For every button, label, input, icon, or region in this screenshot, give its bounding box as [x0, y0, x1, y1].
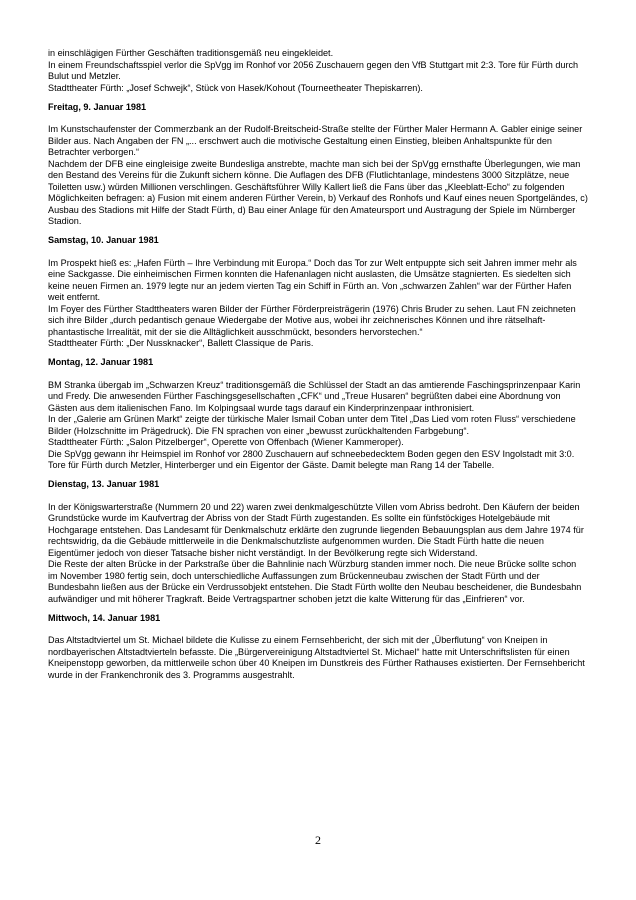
paragraph: BM Stranka übergab im „Schwarzen Kreuz“ traditionsgemäß die Schlüssel der Stadt an das amtierende Faschingsprinzenpaar Karin und Fredy. Die anwesenden Fürther Faschingsgesellschaften „CFK“ und „Treue Husaren“ begrüßten dabei eine Abordnung von Gästen aus dem italienischen Fano. Im Kolpingsaal wurde tags darauf ein Kinderprinzenpaar inthronisiert. [48, 379, 581, 413]
paragraph: Im Foyer des Fürther Stadttheaters waren Bilder der Fürther Förderpreisträgerin (1976) Chris Bruder zu sehen. Laut FN zeichneten sich ihre Bilder „durch pedantisch genaue Wiedergabe der Motive aus, wobei ihr zeichnerisches Können und ihre rätselhaft-phantastische Irrealität, mit der sie die Alltäglichkeit ausschmückt, besonders hervorstechen.“ [48, 303, 576, 337]
date-heading: Montag, 12. Januar 1981 [48, 357, 154, 367]
date-heading: Dienstag, 13. Januar 1981 [48, 479, 160, 489]
paragraph: Das Altstadtviertel um St. Michael bildete die Kulisse zu einem Fernsehbericht, der sich mit der „Überflutung“ von Kneipen in nordbayerischen Altstadtvierteln befasste. Die „Bürgervereinigung Altstadtviertel St. Michael“ hatte mit Unterschriftslisten für einen Kneipenstopp geworben, da mittlerweile schon über 40 Kneipen im Dunstkreis des Fürther Rathauses existierten. Der Fernsehbericht wurde in der Frankenchronik des 3. Programms ausgestrahlt. [48, 635, 585, 680]
continuation-block [48, 48, 588, 94]
chronicle-page-body [48, 48, 588, 681]
paragraph: in einschlägigen Fürther Geschäften traditionsgemäß neu eingekleidet. [48, 48, 334, 58]
paragraph: Stadttheater Fürth: „Der Nussknacker“, Ballett Classique de Paris. [48, 338, 314, 348]
date-heading: Samstag, 10. Januar 1981 [48, 235, 159, 245]
date-heading: Freitag, 9. Januar 1981 [48, 101, 147, 112]
paragraph: Im Prospekt hieß es: „Hafen Fürth – Ihre Verbindung mit Europa.“ Doch das Tor zur Welt entpuppte sich seit Jahren immer mehr als eine Sackgasse. Die einheimischen Firmen konnten die Hafenanlagen nicht auslasten, die Umsätze stagnierten. Es siedelten sich keine neuen Firmen an. 1979 legte nur an jedem vierten Tag ein Schiff in Fürth an. Von „schwarzen Zahlen“ war der Fürther Hafen weit entfernt. [48, 257, 577, 302]
entry-monday-12-january [48, 357, 588, 472]
page-number: 2 [315, 833, 321, 847]
paragraph: Die SpVgg gewann ihr Heimspiel im Ronhof vor 2800 Zuschauern auf schneebedecktem Boden gegen den ESV Ingolstadt mit 3:0. Tore für Fürth durch Metzler, Hinterberger und ein Eigentor der Gäste. Damit belegte man Rang 14 der Tabelle. [48, 448, 575, 470]
entry-saturday-10-january [48, 235, 588, 350]
paragraph: Stadttheater Fürth: „Salon Pitzelberger“, Operette von Offenbach (Wiener Kammeroper). [48, 437, 404, 447]
entry-friday-9-january [48, 102, 588, 228]
paragraph: Nachdem der DFB eine eingleisige zweite Bundesliga anstrebte, machte man sich bei der SpVgg ernsthafte Überlegungen, wie man den Bestand des Vereins für die Zukunft sichern könne. Die Auflagen des DFB (Flutlichtanlage, mindestens 3000 Sitzplätze, neue Toiletten usw.) würden Millionen verschlingen. Geschäftsführer Willy Kallert ließ die Fans über das „Kleeblatt-Echo“ zu folgenden Möglichkeiten befragen: a) Fusion mit einem anderen Fürther Verein, b) Verkauf des Ronhofs und Kauf eines neuen Sportgeländes, c) Ausbau des Stadions mit Hilfe der Stadt Fürth, d) Bau einer Anlage für den Amateursport und Austragung der Spiele im Nürnberger Stadion. [48, 158, 588, 226]
entry-tuesday-13-january [48, 479, 588, 605]
paragraph: Die Reste der alten Brücke in der Parkstraße über die Bahnlinie nach Würzburg standen immer noch. Die neue Brücke sollte schon im November 1980 fertig sein, doch unterschiedliche Auffassungen zum Brückenneubau zwischen der Stadt Fürth und der Bundesbahn ließen aus der Brücke ein Verdrussobjekt entstehen. Die Stadt Fürth wollte den Neubau bescheidener, die Bundesbahn aufwändiger und mit höherer Tragkraft. Beide Vertragspartner schoben jetzt die kalte Witterung für das „Einfrieren“ vor. [48, 559, 582, 604]
paragraph: Stadttheater Fürth: „Josef Schwejk“, Stück von Hasek/Kohout (Tourneetheater Thepiskarren). [48, 82, 423, 93]
paragraph: In der „Galerie am Grünen Markt“ zeigte der türkische Maler Ismail Coban unter dem Titel „Das Lied vom roten Fluss“ verschiedene Bilder (Holzschnitte im Prägedruck). Die FN sprachen von einer „bewusst zurückhaltenden Farbgebung“. [48, 414, 576, 436]
entry-wednesday-14-january [48, 613, 588, 682]
paragraph: In einem Freundschaftsspiel verlor die SpVgg im Ronhof vor 2056 Zuschauern gegen den VfB Stuttgart mit 2:3. Tore für Fürth durch Bulut und Metzler. [48, 59, 579, 81]
paragraph: Im Kunstschaufenster der Commerzbank an der Rudolf-Breitscheid-Straße stellte der Fürther Maler Hermann A. Gabler einige seiner Bilder aus. Nach Angaben der FN „... erschwert auch die motivische Gestaltung einen Einstieg, bleiben Anhaltspunkte für den Betrachter verborgen.“ [48, 124, 583, 157]
date-heading: Mittwoch, 14. Januar 1981 [48, 612, 161, 623]
paragraph: In der Königswarterstraße (Nummern 20 und 22) waren zwei denkmalgeschützte Villen vom Abriss bedroht. Den Käufern der beiden Grundstücke wurde im Kaufvertrag der Abriss von der Stadt Fürth zugestanden. Es sollte ein fünfstöckiges Hotelgebäude mit Hochgarage entstehen. Das Landesamt für Denkmalschutz erklärte den zugrunde liegenden Bebauungsplan aus dem Jahre 1974 für rechtswidrig, da die Gebäude mittlerweile in die Denkmalschutzliste aufgenommen wurden. Die Stadt Fürth hatte die neuen Eigentümer jedoch von dieser Tatsache bisher nicht verständigt. In der Bevölkerung regte sich Widerstand. [48, 501, 584, 558]
